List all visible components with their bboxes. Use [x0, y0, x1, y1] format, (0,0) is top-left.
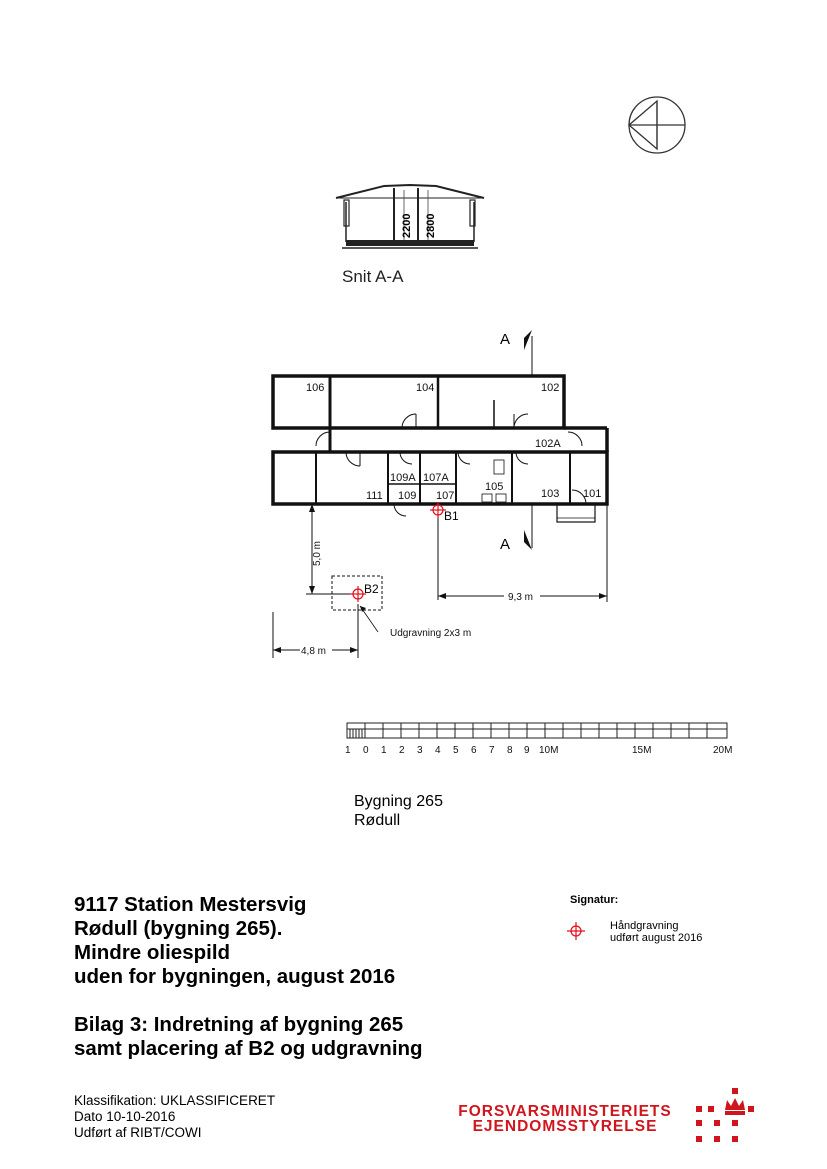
section-marker-bottom: A [500, 536, 511, 553]
dim-horizontal-label: 9,3 m [508, 592, 534, 603]
scale-label: 10M [539, 745, 559, 756]
scale-label: 1 [381, 745, 387, 756]
room-label: 102A [535, 438, 561, 450]
logo-line: FORSVARSMINISTERIETS [458, 1103, 672, 1120]
title-line: Mindre oliespild [74, 941, 231, 964]
section-label: Snit A-A [342, 267, 404, 286]
scale-label: 15M [632, 745, 652, 756]
scale-label: 2 [399, 745, 405, 756]
appendix-line: Bilag 3: Indretning af bygning 265 [74, 1013, 404, 1036]
scale-label: 9 [524, 745, 530, 756]
scale-label: 7 [489, 745, 495, 756]
room-label: 109 [398, 490, 417, 502]
borehole-b1-label: B1 [444, 509, 459, 523]
scale-label: 1 [345, 745, 351, 756]
scale-label: 20M [713, 745, 733, 756]
room-label: 101 [583, 488, 602, 500]
appendix-line: samt placering af B2 og udgravning [74, 1037, 423, 1060]
title-block [74, 893, 423, 1061]
logo [442, 1104, 688, 1134]
legend-marker-icon [566, 921, 586, 941]
classification: Klassifikation: UKLASSIFICERET [74, 1093, 276, 1108]
room-label: 111 [366, 490, 383, 502]
room-label: 104 [416, 382, 435, 394]
room-label: 105 [485, 481, 504, 493]
excavation-label: Udgravning 2x3 m [390, 628, 472, 639]
scale-label: 0 [363, 745, 369, 756]
room-label: 103 [541, 488, 560, 500]
building-name: Rødull [354, 812, 401, 829]
room-label: 107 [436, 490, 455, 502]
section-height-2: 2800 [425, 213, 437, 238]
date: Dato 10-10-2016 [74, 1109, 176, 1124]
logo-line: EJENDOMSSTYRELSE [472, 1118, 658, 1135]
legend-text [610, 920, 702, 944]
scale-label: 4 [435, 745, 441, 756]
room-label: 107A [423, 472, 449, 484]
building-number: Bygning 265 [354, 793, 443, 810]
room-label: 102 [541, 382, 560, 394]
author: Udført af RIBT/COWI [74, 1125, 202, 1140]
crown-logo-icon [694, 1086, 758, 1150]
legend-line: Håndgravning [610, 920, 679, 932]
legend-heading: Signatur: [570, 894, 619, 906]
building-caption [354, 792, 443, 830]
title-line: uden for bygningen, august 2016 [74, 965, 396, 988]
document-meta [74, 1093, 275, 1141]
scale-label: 8 [507, 745, 513, 756]
dim-b2-label: 4,8 m [301, 646, 327, 657]
scale-label: 6 [471, 745, 477, 756]
scale-label: 3 [417, 745, 423, 756]
borehole-b2-label: B2 [364, 582, 379, 596]
section-marker-top: A [500, 331, 511, 348]
dim-vertical-label: 5,0 m [312, 540, 323, 566]
room-label: 106 [306, 382, 325, 394]
legend-line: udført august 2016 [610, 932, 703, 944]
scale-label: 5 [453, 745, 459, 756]
section-height-1: 2200 [401, 213, 413, 238]
room-label: 109A [390, 472, 416, 484]
scale-bar [340, 715, 740, 760]
title-line: Rødull (bygning 265). [74, 917, 283, 940]
title-line: 9117 Station Mestersvig [74, 893, 307, 916]
